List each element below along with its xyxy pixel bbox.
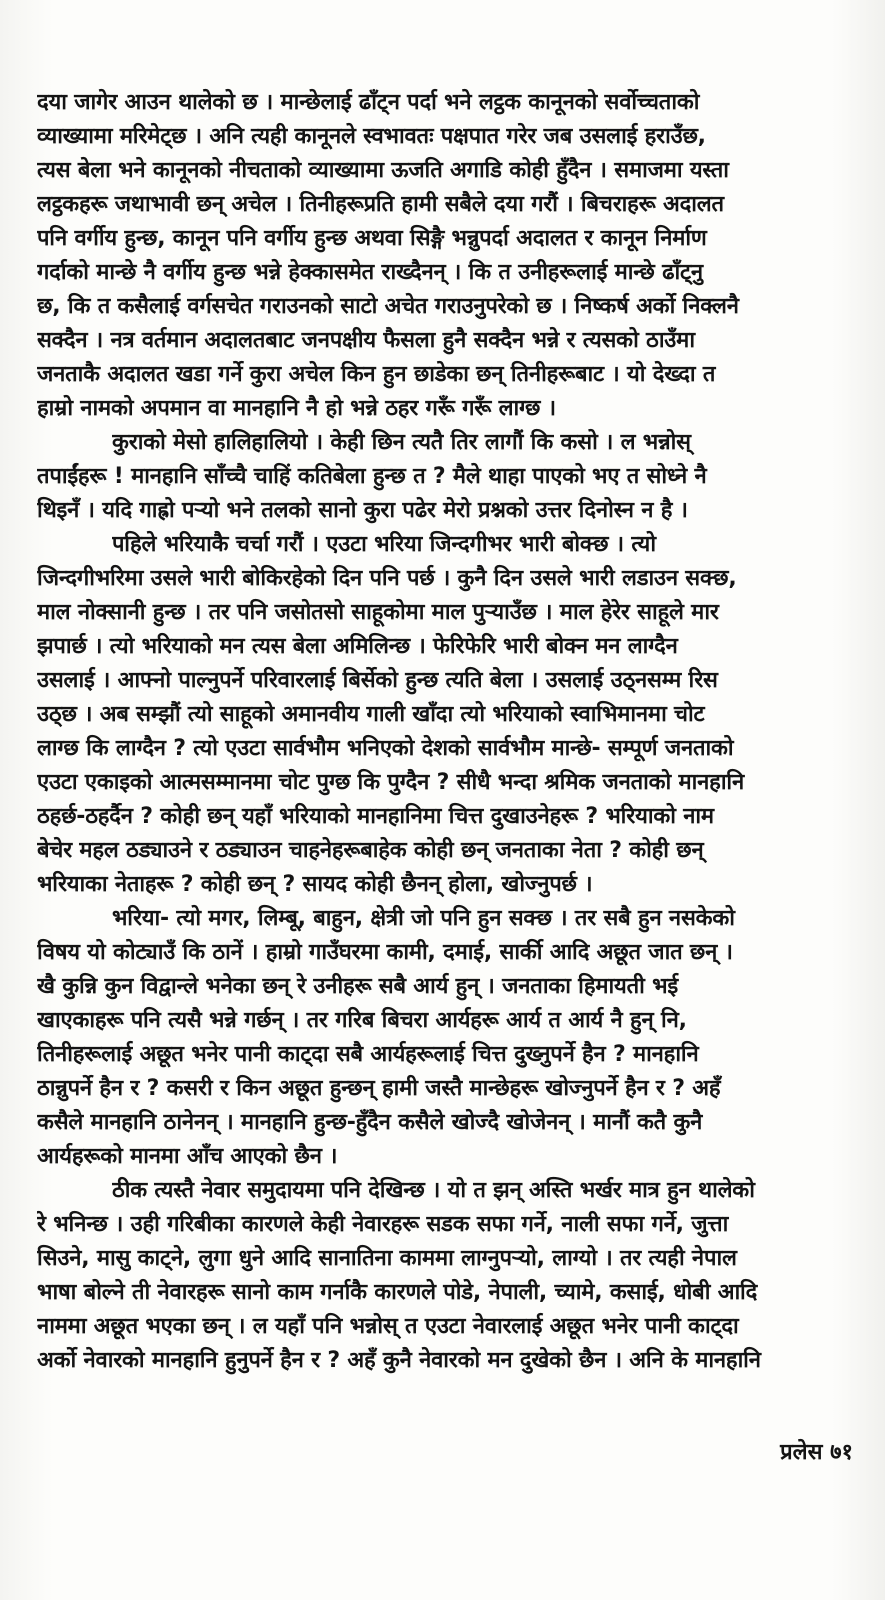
text-line: माल नोक्सानी हुन्छ । तर पनि जसोतसो साहूकोमा माल पुर्‍याउँछ । माल हेरेर साहूले मार — [37, 600, 719, 625]
text-line: गर्दाको मान्छे नै वर्गीय हुन्छ भन्ने हेक्कासमेत राख्दैनन् । कि त उनीहरूलाई मान्छे ढाँट्नु — [37, 260, 703, 285]
paragraph-first-line: पहिले भरियाकै चर्चा गरौं । एउटा भरिया जिन्दगीभर भारी बोक्छ । त्यो — [112, 532, 656, 557]
paragraph-first-line: भरिया- त्यो मगर, लिम्बू, बाहुन, क्षेत्री जो पनि हुन सक्छ । तर सबै हुन नसकेको — [112, 906, 735, 931]
text-line: आर्यहरूको मानमा आँच आएको छैन । — [37, 1144, 338, 1169]
text-line: ठान्नुपर्ने हैन र ? कसरी र किन अछूत हुन्छन् हामी जस्तै मान्छेहरू खोज्नुपर्ने हैन र ? अहँ — [37, 1076, 721, 1101]
text-line: खै कुन्नि कुन विद्वान्ले भनेका छन् रे उनीहरू सबै आर्य हुन् । जनताका हिमायती भई — [37, 974, 678, 999]
text-line: लाग्छ कि लाग्दैन ? त्यो एउटा सार्वभौम भनिएको देशको सार्वभौम मान्छे- सम्पूर्ण जनताको — [37, 736, 734, 761]
text-line: रे भनिन्छ । उही गरिबीका कारणले केही नेवारहरू सडक सफा गर्ने, नाली सफा गर्ने, जुत्ता — [37, 1212, 729, 1237]
text-line: जिन्दगीभरिमा उसले भारी बोकिरहेको दिन पनि पर्छ । कुनै दिन उसले भारी लडाउन सक्छ, — [37, 566, 737, 591]
text-line: ठहर्छ-ठहर्दैन ? कोही छन् यहाँ भरियाको मानहानिमा चित्त दुखाउनेहरू ? भरियाको नाम — [37, 804, 714, 829]
text-line: त्यस बेला भने कानूनको नीचताको व्याख्यामा ऊजति अगाडि कोही हुँदैन । समाजमा यस्ता — [37, 158, 729, 183]
text-line: बेचेर महल ठड्याउने र ठड्याउन चाहनेहरूबाहेक कोही छन् जनताका नेता ? कोही छन् — [37, 838, 704, 863]
paragraph-first-line: कुराको मेसो हालिहालियो । केही छिन त्यतै तिर लागौं कि कसो । ल भन्नोस् — [112, 430, 691, 455]
text-line: अर्को नेवारको मानहानि हुनुपर्ने हैन र ? अहँ कुनै नेवारको मन दुखेको छैन । अनि के मानहानि — [37, 1348, 761, 1373]
text-line: पनि वर्गीय हुन्छ, कानून पनि वर्गीय हुन्छ अथवा सिङ्गै भन्नुपर्दा अदालत र कानून निर्माण — [37, 226, 707, 251]
text-line: भरियाका नेताहरू ? कोही छन् ? सायद कोही छैनन् होला, खोज्नुपर्छ । — [37, 872, 593, 897]
text-line: तिनीहरूलाई अछूत भनेर पानी काट्दा सबै आर्यहरूलाई चित्त दुख्नुपर्ने हैन ? मानहानि — [37, 1042, 699, 1067]
text-line: नाममा अछूत भएका छन् । ल यहाँ पनि भन्नोस् त एउटा नेवारलाई अछूत भनेर पानी काट्दा — [37, 1314, 739, 1339]
text-line: दया जागेर आउन थालेको छ । मान्छेलाई ढाँट्न पर्दा भने लट्ठक कानूनको सर्वोच्चताको — [37, 90, 700, 115]
text-line: थिइनँ । यदि गाह्रो पर्‍यो भने तलको सानो कुरा पढेर मेरो प्रश्नको उत्तर दिनोस्न न है । — [37, 498, 688, 523]
paragraph-first-line: ठीक त्यस्तै नेवार समुदायमा पनि देखिन्छ । यो त झन् अस्ति भर्खर मात्र हुन थालेको — [112, 1178, 755, 1203]
text-line: खाएकाहरू पनि त्यसै भन्ने गर्छन् । तर गरिब बिचरा आर्यहरू आर्य त आर्य नै हुन् नि, — [37, 1008, 687, 1033]
text-line: व्याख्यामा मरिमेट्छ । अनि त्यही कानूनले स्वभावतः पक्षपात गरेर जब उसलाई हराउँछ, — [37, 124, 706, 149]
text-line: जनताकै अदालत खडा गर्ने कुरा अचेल किन हुन छाडेका छन् तिनीहरूबाट । यो देख्दा त — [37, 362, 716, 387]
page-number: प्रलेस ७१ — [780, 1440, 853, 1465]
text-line: उठ्छ । अब सम्झौं त्यो साहूको अमानवीय गाली खाँदा त्यो भरियाको स्वाभिमानमा चोट — [37, 702, 705, 727]
text-line: भाषा बोल्ने ती नेवारहरू सानो काम गर्नाकै कारणले पोडे, नेपाली, च्यामे, कसाई, धोबी आदि — [37, 1280, 758, 1305]
text-line: उसलाई । आफ्नो पाल्नुपर्ने परिवारलाई बिर्सेको हुन्छ त्यति बेला । उसलाई उठ्नसम्म रिस — [37, 668, 718, 693]
text-line: कसैले मानहानि ठानेनन् । मानहानि हुन्छ-हुँदैन कसैले खोज्दै खोजेनन् । मानौं कतै कुनै — [37, 1110, 703, 1135]
text-line: छ, कि त कसैलाई वर्गसचेत गराउनको साटो अचेत गराउनुपरेको छ । निष्कर्ष अर्को निक्लनै — [37, 294, 739, 319]
text-line: सिउने, मासु काट्ने, लुगा धुने आदि सानातिना काममा लाग्नुपर्‍यो, लाग्यो । तर त्यही नेपाल — [37, 1246, 737, 1271]
text-line: तपाईंहरू ! मानहानि साँच्चै चाहिं कतिबेला हुन्छ त ? मैले थाहा पाएको भए त सोध्ने नै — [37, 464, 707, 489]
text-line: सक्दैन । नत्र वर्तमान अदालतबाट जनपक्षीय फैसला हुनै सक्दैन भन्ने र त्यसको ठाउँमा — [37, 328, 695, 353]
text-line: एउटा एकाइको आत्मसम्मानमा चोट पुग्छ कि पुग्दैन ? सीधै भन्दा श्रमिक जनताको मानहानि — [37, 770, 745, 795]
text-line: लट्ठकहरू जथाभावी छन् अचेल । तिनीहरूप्रति हामी सबैले दया गरौं । बिचराहरू अदालत — [37, 192, 724, 217]
text-line: हाम्रो नामको अपमान वा मानहानि नै हो भन्ने ठहर गरूँ गरूँ लाग्छ । — [37, 396, 556, 421]
text-line: झपार्छ । त्यो भरियाको मन त्यस बेला अमिलिन्छ । फेरिफेरि भारी बोक्न मन लाग्दैन — [37, 634, 678, 659]
text-line: विषय यो कोट्याउँ कि ठानें । हाम्रो गाउँघरमा कामी, दमाई, सार्की आदि अछूत जात छन् । — [37, 940, 733, 965]
